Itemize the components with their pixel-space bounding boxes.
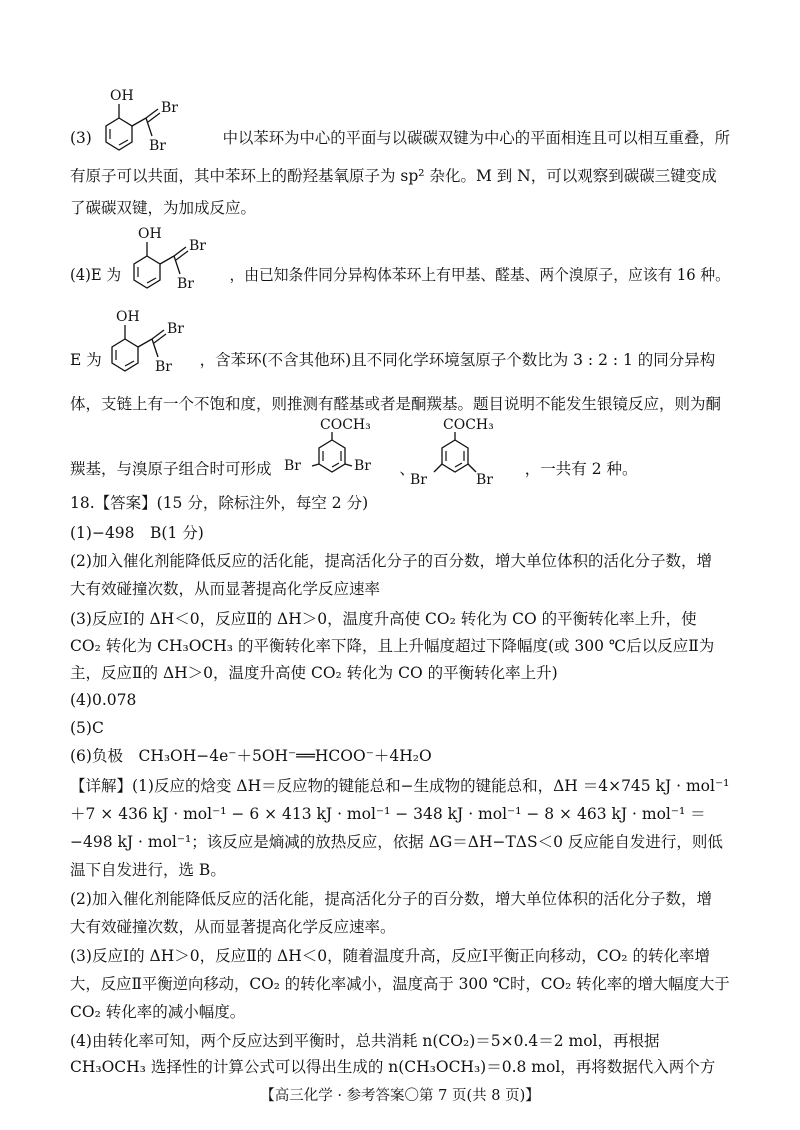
p3-text-3: 了碳碳双键，为加成反应。 — [70, 199, 257, 217]
detail-3-line-1: (3)反应Ⅰ的 ΔH＞0，反应Ⅱ的 ΔH＜0，随着温度升高，反应Ⅰ平衡正向移动，CO₂ 的转化率增 — [70, 947, 710, 965]
q18-heading: 18.【答案】(15 分，除标注外，每空 2 分) — [70, 494, 369, 512]
q18-answer-3-line-1: (3)反应Ⅰ的 ΔH＜0，反应Ⅱ的 ΔH＞0，温度升高使 CO₂ 转化为 CO 的平衡转化率上升，使 — [70, 610, 697, 628]
detail-3-line-2: 大，反应Ⅱ平衡逆向移动，CO₂ 的转化率减小，温度高于 300 ℃时，CO₂ 转化率的增大幅度大于 — [70, 975, 730, 993]
p4-text-1: ，由已知条件同分异构体苯环上有甲基、醛基、两个溴原子，应该有 16 种。 — [229, 266, 730, 284]
coch3-label: COCH₃ — [320, 418, 371, 433]
br-label: Br — [476, 472, 493, 488]
p4-text-3: 体，支链上有一个不饱和度，则推测有醛基或者是酮羰基。题目说明不能发生银镜反应，则为酮 — [70, 395, 722, 413]
detail-1-line-4: 温下自发进行，选 B。 — [70, 861, 226, 879]
structure-e-2 — [120, 222, 225, 307]
detail-1-line-3: −498 kJ · mol⁻¹；该反应是熵减的放热反应，依据 ΔG＝ΔH−TΔS＜0 反应能自发进行，则低 — [70, 833, 723, 851]
q18-answer-2-line-1: (2)加入催化剂能降低反应的活化能，提高活化分子的百分数，增大单位体积的活化分子数，增 — [70, 552, 712, 570]
q18-answer-5: (5)C — [70, 719, 104, 737]
p3-text-2: 有原子可以共面，其中苯环上的酚羟基氧原子为 sp² 杂化。M 到 N，可以观察到碳碳三键变成 — [70, 167, 717, 185]
br-label: Br — [177, 276, 194, 292]
detail-1-line-2: ＋7 × 436 kJ · mol⁻¹ − 6 × 413 kJ · mol⁻¹ − 348 kJ · mol⁻¹ − 8 × 463 kJ · mol⁻¹ ＝ — [70, 805, 706, 823]
q18-answer-3-line-3: 主，反应Ⅱ的 ΔH＞0，温度升高使 CO₂ 转化为 CO 的平衡转化率上升) — [70, 664, 558, 682]
structure-dibromo-2-6 — [282, 418, 392, 488]
p4-text-5: ，一共有 2 种。 — [524, 460, 638, 478]
oh-label: OH — [110, 88, 134, 104]
q18-answer-4: (4)0.078 — [70, 691, 137, 709]
br-label: Br — [284, 458, 301, 474]
br-label: Br — [354, 458, 371, 474]
br-label: Br — [161, 100, 178, 116]
detail-3-line-3: CO₂ 转化率的减小幅度。 — [70, 1003, 246, 1021]
q18-answer-3-line-2: CO₂ 转化为 CH₃OCH₃ 的平衡转化率下降，且上升幅度超过下降幅度(或 300 ℃后以反应Ⅱ为 — [70, 637, 715, 655]
br-label: Br — [189, 238, 206, 254]
br-label: Br — [410, 472, 427, 488]
q18-answer-6: (6)负极 CH₃OH−4e⁻＋5OH⁻══HCOO⁻＋4H₂O — [70, 747, 432, 765]
p4-text-2: ，含苯环(不含其他环)且不同化学环境氢原子个数比为 3 : 2 : 1 的同分异构 — [199, 351, 716, 369]
q18-answer-1: (1)−498 B(1 分) — [70, 524, 204, 542]
coch3-label: COCH₃ — [443, 418, 494, 433]
detail-4-line-2: CH₃OCH₃ 选择性的计算公式可以得出生成的 n(CH₃OCH₃)＝0.8 mol，再将数据代入两个方 — [70, 1058, 716, 1076]
structure-dibromo-3-5 — [400, 418, 510, 498]
page-footer: 【高三化学 · 参考答案〇第 7 页(共 8 页)】 — [260, 1088, 540, 1104]
q18-answer-2-line-2: 大有效碰撞次数，从而显著提高化学反应速率 — [70, 580, 381, 598]
p3-number: (3) — [70, 129, 92, 147]
structure-e-1 — [92, 84, 197, 169]
p4-text-4: 羰基，与溴原子组合时可形成 — [70, 460, 272, 478]
detail-1-line-1: 【详解】(1)反应的焓变 ΔH＝反应物的键能总和−生成物的键能总和，ΔH ＝4×745 kJ · mol⁻¹ — [70, 777, 730, 795]
e-label: E 为 — [70, 351, 102, 369]
detail-4-line-1: (4)由转化率可知，两个反应达到平衡时，总共消耗 n(CO₂)＝5×0.4＝2 mol，再根据 — [70, 1032, 660, 1050]
detail-2-line-2: 大有效碰撞次数，从而显著提高化学反应速率。 — [70, 918, 396, 936]
br-label: Br — [155, 359, 172, 375]
p3-text-1: 中以苯环为中心的平面与以碳碳双键为中心的平面相连且可以相互重叠，所 — [222, 129, 731, 147]
oh-label: OH — [138, 226, 162, 242]
br-label: Br — [167, 321, 184, 337]
p4-number: (4)E 为 — [70, 266, 122, 284]
detail-2-line-1: (2)加入催化剂能降低反应的活化能，提高活化分子的百分数，增大单位体积的活化分子数，增 — [70, 890, 712, 908]
p4-separator: 、 — [399, 460, 415, 478]
structure-e-3 — [98, 305, 203, 390]
oh-label: OH — [116, 309, 140, 325]
br-label: Br — [149, 138, 166, 154]
